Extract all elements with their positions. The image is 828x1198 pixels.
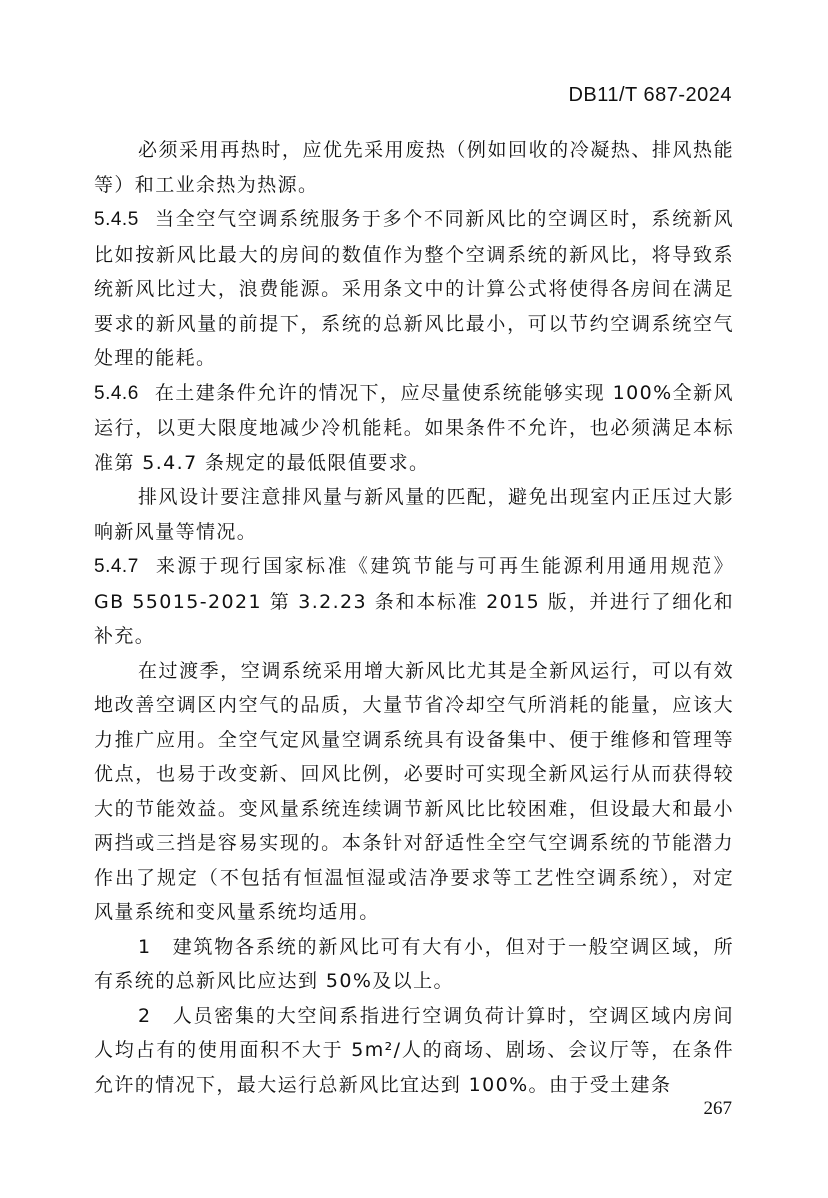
- paragraph-text: 排风设计要注意排风量与新风量的匹配，避免出现室内正压过大影响新风量等情况。: [94, 486, 734, 543]
- paragraph-text: 当全空气空调系统服务于多个不同新风比的空调区时，系统新风比如按新风比最大的房间的数值作为整个空调系统的新风比，将导致系统新风比过大，浪费能源。采用条文中的计算公式将使得各房间在满足要求的新风量的前提下，系统的总新风比最小，可以节约空调系统空气处理的能耗。: [94, 208, 734, 369]
- paragraph-text: 必须采用再热时，应优先采用废热（例如回收的冷凝热、排风热能等）和工业余热为热源。: [94, 139, 734, 196]
- paragraph: [94, 202, 734, 376]
- paragraph-text: 在过渡季，空调系统采用增大新风比尤其是全新风运行，可以有效地改善空调区内空气的品质，大量节省冷却空气所消耗的能量，应该大力推广应用。全空气定风量空调系统具有设备集中、便于维修和管理等优点，也易于改变新、回风比例，必要时可实现全新风运行从而获得较大的节能效益。变风量系统连续调节新风比比较困难，但设最大和最小两挡或三挡是容易实现的。本条针对舒适性全空气空调系统的节能潜力作出了规定（不包括有恒温恒湿或洁净要求等工艺性空调系统），对定风量系统和变风量系统均适用。: [94, 659, 734, 923]
- paragraph-text: 2 人员密集的大空间系指进行空调负荷计算时，空调区域内房间人均占有的使用面积不大于 5m²/人的商场、剧场、会议厅等，在条件允许的情况下，最大运行总新风比宜达到 100%。由于受土建条: [94, 1004, 734, 1096]
- clause-number: 5.4.6: [94, 382, 139, 404]
- page-number: 267: [703, 1098, 732, 1119]
- paragraph: [94, 133, 734, 202]
- paragraph: [94, 930, 734, 999]
- paragraph-text: 来源于现行国家标准《建筑节能与可再生能源利用通用规范》GB 55015-2021 第 3.2.23 条和本标准 2015 版，并进行了细化和补充。: [94, 555, 734, 647]
- paragraph-text: 在土建条件允许的情况下，应尽量使系统能够实现 100%全新风运行，以更大限度地减少冷机能耗。如果条件不允许，也必须满足本标准第 5.4.7 条规定的最低限值要求。: [94, 381, 734, 474]
- paragraph-text: 1 建筑物各系统的新风比可有大有小，但对于一般空调区域，所有系统的总新风比应达到 50%及以上。: [94, 935, 734, 992]
- paragraph: [94, 376, 734, 481]
- paragraph: [94, 480, 734, 549]
- body-text: [94, 133, 734, 1102]
- clause-number: 5.4.7: [94, 556, 139, 577]
- paragraph: [94, 654, 734, 930]
- paragraph: [94, 999, 734, 1103]
- paragraph: [94, 549, 734, 654]
- clause-number: 5.4.5: [94, 209, 139, 230]
- standard-code-header: DB11/T 687-2024: [568, 84, 732, 106]
